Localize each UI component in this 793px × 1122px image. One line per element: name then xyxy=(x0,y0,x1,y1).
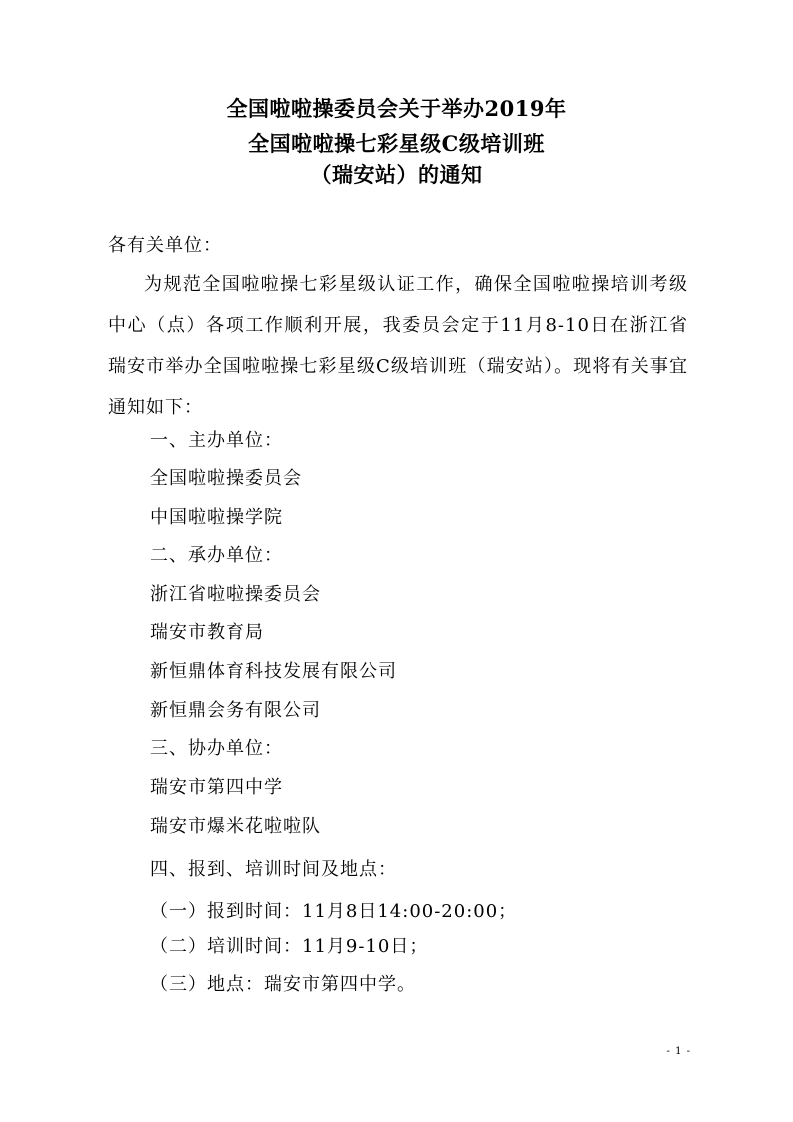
co-organizer-item: 瑞安市爆米花啦啦队 xyxy=(150,816,321,837)
host-item: 新恒鼎会务有限公司 xyxy=(150,700,321,721)
document-title-line-2: 全国啦啦操七彩星级C级培训班 xyxy=(248,131,545,156)
host-item: 新恒鼎体育科技发展有限公司 xyxy=(150,661,397,682)
section-heading-organizer: 一、主办单位： xyxy=(150,430,283,451)
intro-paragraph: 为规范全国啦啦操七彩星级认证工作，确保全国啦啦操培训考级中心（点）各项工作顺利开展，我委员会定于11月8-10日在浙江省瑞安市举办全国啦啦操七彩星级C级培训班（瑞安站）。现将有关事宜通知如下： xyxy=(108,274,688,418)
schedule-item: （三）地点：瑞安市第四中学。 xyxy=(150,974,416,995)
section-heading-host: 二、承办单位： xyxy=(150,545,283,566)
document-title-line-3: （瑞安站）的通知 xyxy=(310,162,483,187)
organizer-item: 中国啦啦操学院 xyxy=(150,507,283,528)
salutation: 各有关单位： xyxy=(108,235,222,256)
section-heading-co-organizer: 三、协办单位： xyxy=(150,738,283,759)
host-item: 浙江省啦啦操委员会 xyxy=(150,584,321,605)
document-title-line-1: 全国啦啦操委员会关于举办2019年 xyxy=(226,96,567,121)
section-heading-schedule: 四、报到、培训时间及地点： xyxy=(150,859,397,880)
organizer-item: 全国啦啦操委员会 xyxy=(150,468,302,489)
schedule-item: （二）培训时间：11月9-10日； xyxy=(150,936,429,957)
page-number: - 1 - xyxy=(666,1046,691,1057)
schedule-item: （一）报到时间：11月8日14:00-20:00； xyxy=(150,901,518,922)
host-item: 瑞安市教育局 xyxy=(150,622,264,643)
co-organizer-item: 瑞安市第四中学 xyxy=(150,777,283,798)
